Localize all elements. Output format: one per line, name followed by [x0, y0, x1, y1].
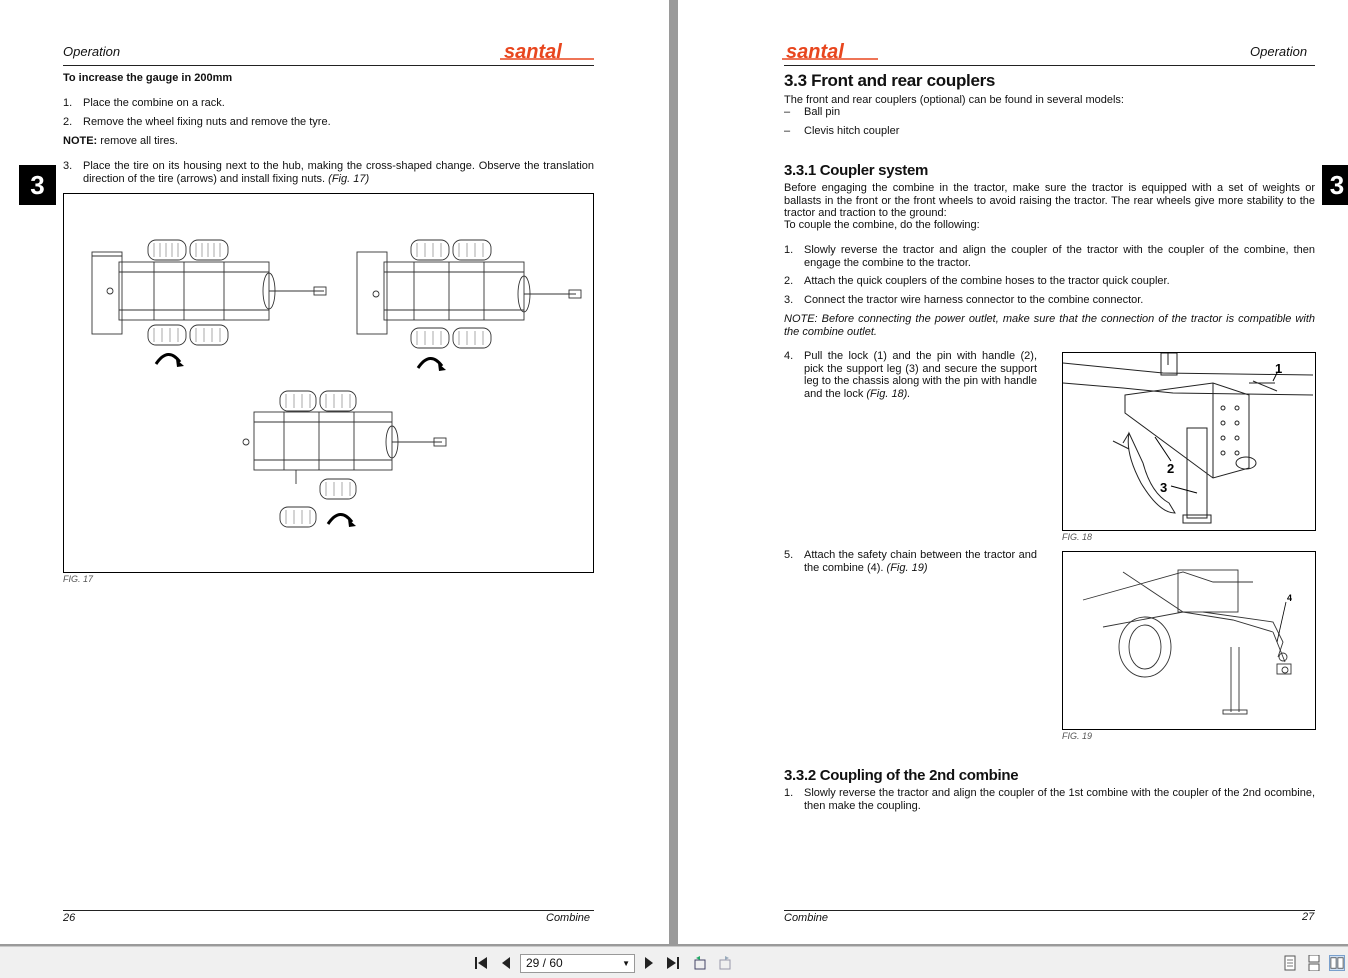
bullet-dash: –: [784, 125, 791, 137]
step-text: Attach the quick couplers of the combine hoses to the tractor quick coupler.: [804, 275, 1170, 287]
figure-caption: FIG. 19: [1062, 731, 1093, 741]
step5-text: Attach the safety chain between the tractor and the combine (4).: [804, 549, 1037, 574]
fig-reference: (Fig. 17): [325, 172, 370, 185]
last-page-icon[interactable]: [665, 955, 681, 971]
footer-title: Combine: [784, 912, 829, 924]
step-number: 1.: [784, 244, 794, 256]
step-number: 3.: [63, 160, 73, 172]
step-text: [804, 350, 1037, 400]
first-page-icon[interactable]: [473, 955, 489, 971]
footer-rule: [63, 910, 594, 911]
santal-logo: [782, 40, 880, 62]
two-page-icon[interactable]: [1329, 955, 1345, 971]
step-text: Slowly reverse the tractor and align the coupler of the tractor with the coupler of the combine, then engage the combine to the tractor.: [804, 244, 1315, 269]
bullet-dash: –: [784, 106, 791, 118]
next-view-icon[interactable]: [717, 955, 733, 971]
page-27: [678, 0, 1348, 944]
header-rule: [63, 65, 594, 66]
viewer-toolbar: [0, 946, 1348, 978]
fig19-label-4: 4: [1287, 593, 1293, 603]
step-number: 3.: [784, 294, 794, 306]
subsection-title: 3.3.2 Coupling of the 2nd combine: [784, 767, 1019, 784]
footer-rule: [784, 910, 1315, 911]
note: NOTE: Before connecting the power outlet, make sure that the connection of the tractor is compatible with the combine outlet.: [784, 313, 1315, 338]
coupler-diagram: [1063, 353, 1314, 529]
figure-18: [1062, 352, 1316, 531]
note: [63, 135, 178, 148]
safety-chain-diagram: [1063, 552, 1314, 728]
bullet-item: Ball pin: [804, 106, 841, 118]
step-text: Connect the tractor wire harness connector to the combine connector.: [804, 294, 1144, 306]
paragraph: To couple the combine, do the following:: [784, 219, 980, 231]
step-number: 2.: [784, 275, 794, 287]
santal-logo: [500, 40, 595, 62]
section-heading: To increase the gauge in 200mm: [63, 72, 233, 84]
page-number-input[interactable]: [520, 954, 635, 973]
page-26: [0, 0, 669, 944]
single-page-icon[interactable]: [1282, 955, 1298, 971]
header-title: Operation: [63, 44, 121, 59]
figure-19: [1062, 551, 1316, 730]
intro-text: The front and rear couplers (optional) can be found in several models:: [784, 94, 1124, 106]
fig18-label-2: 2: [1167, 461, 1175, 476]
note-text: remove all tires.: [97, 135, 178, 147]
step-number: 1.: [63, 97, 73, 109]
step-text: Slowly reverse the tractor and align the coupler of the 1st combine with the coupler of the 2nd ocombine, then make the coupling.: [804, 787, 1315, 812]
paragraph: Before engaging the combine in the tractor, make sure the tractor is equipped with a set of weights or ballasts in the front or the front wheels to avoid raising the tractor. The rear wheels give more stability to the tractor and traction to the ground:: [784, 182, 1315, 219]
page-indicator: 29 / 60: [526, 956, 563, 970]
step-text: Remove the wheel fixing nuts and remove the tyre.: [83, 116, 331, 128]
figure-caption: FIG. 18: [1062, 532, 1093, 542]
step-number: 1.: [784, 787, 794, 799]
footer-page-number: 26: [63, 912, 76, 924]
note-label: NOTE:: [63, 135, 98, 147]
bullet-item: Clevis hitch coupler: [804, 125, 900, 137]
svg-text:santal: santal: [786, 41, 844, 62]
gauge-diagram: [64, 194, 592, 571]
step-number: 5.: [784, 549, 794, 561]
continuous-icon[interactable]: [1306, 955, 1322, 971]
step-text: Place the combine on a rack.: [83, 97, 225, 109]
fig-reference: (Fig. 19): [883, 561, 928, 574]
step4-text: Pull the lock (1) and the pin with handle (2), pick the support leg (3) and secure the support leg to the chassis along with the pin with handle and the lock: [804, 350, 1037, 400]
step-number: 2.: [63, 116, 73, 128]
fig18-label-3: 3: [1160, 480, 1168, 495]
figure-caption: FIG. 17: [63, 574, 94, 584]
footer-title: Combine: [546, 912, 591, 924]
next-page-icon[interactable]: [641, 955, 657, 971]
chapter-tab: 3: [1322, 165, 1348, 205]
chapter-tab: 3: [19, 165, 56, 205]
footer-page-number: 27: [1302, 911, 1315, 923]
svg-text:santal: santal: [504, 41, 562, 62]
fig-reference: (Fig. 18).: [863, 387, 911, 400]
prev-page-icon[interactable]: [498, 955, 514, 971]
fig18-label-1: 1: [1275, 361, 1283, 376]
step-text: [83, 160, 594, 185]
prev-view-icon[interactable]: [692, 955, 708, 971]
chevron-down-icon[interactable]: ▼: [622, 959, 630, 968]
header-title: Operation: [1250, 44, 1308, 59]
header-rule: [784, 65, 1315, 66]
subsection-title: 3.3.1 Coupler system: [784, 162, 929, 179]
step-number: 4.: [784, 350, 794, 362]
figure-17: [63, 193, 594, 573]
step-text: [804, 549, 1037, 574]
section-title: 3.3 Front and rear couplers: [784, 71, 996, 90]
step3-text: Place the tire on its housing next to the hub, making the cross-shaped change. Observe the translation direction of the tire (arrows) and install fixing nuts.: [83, 160, 594, 185]
